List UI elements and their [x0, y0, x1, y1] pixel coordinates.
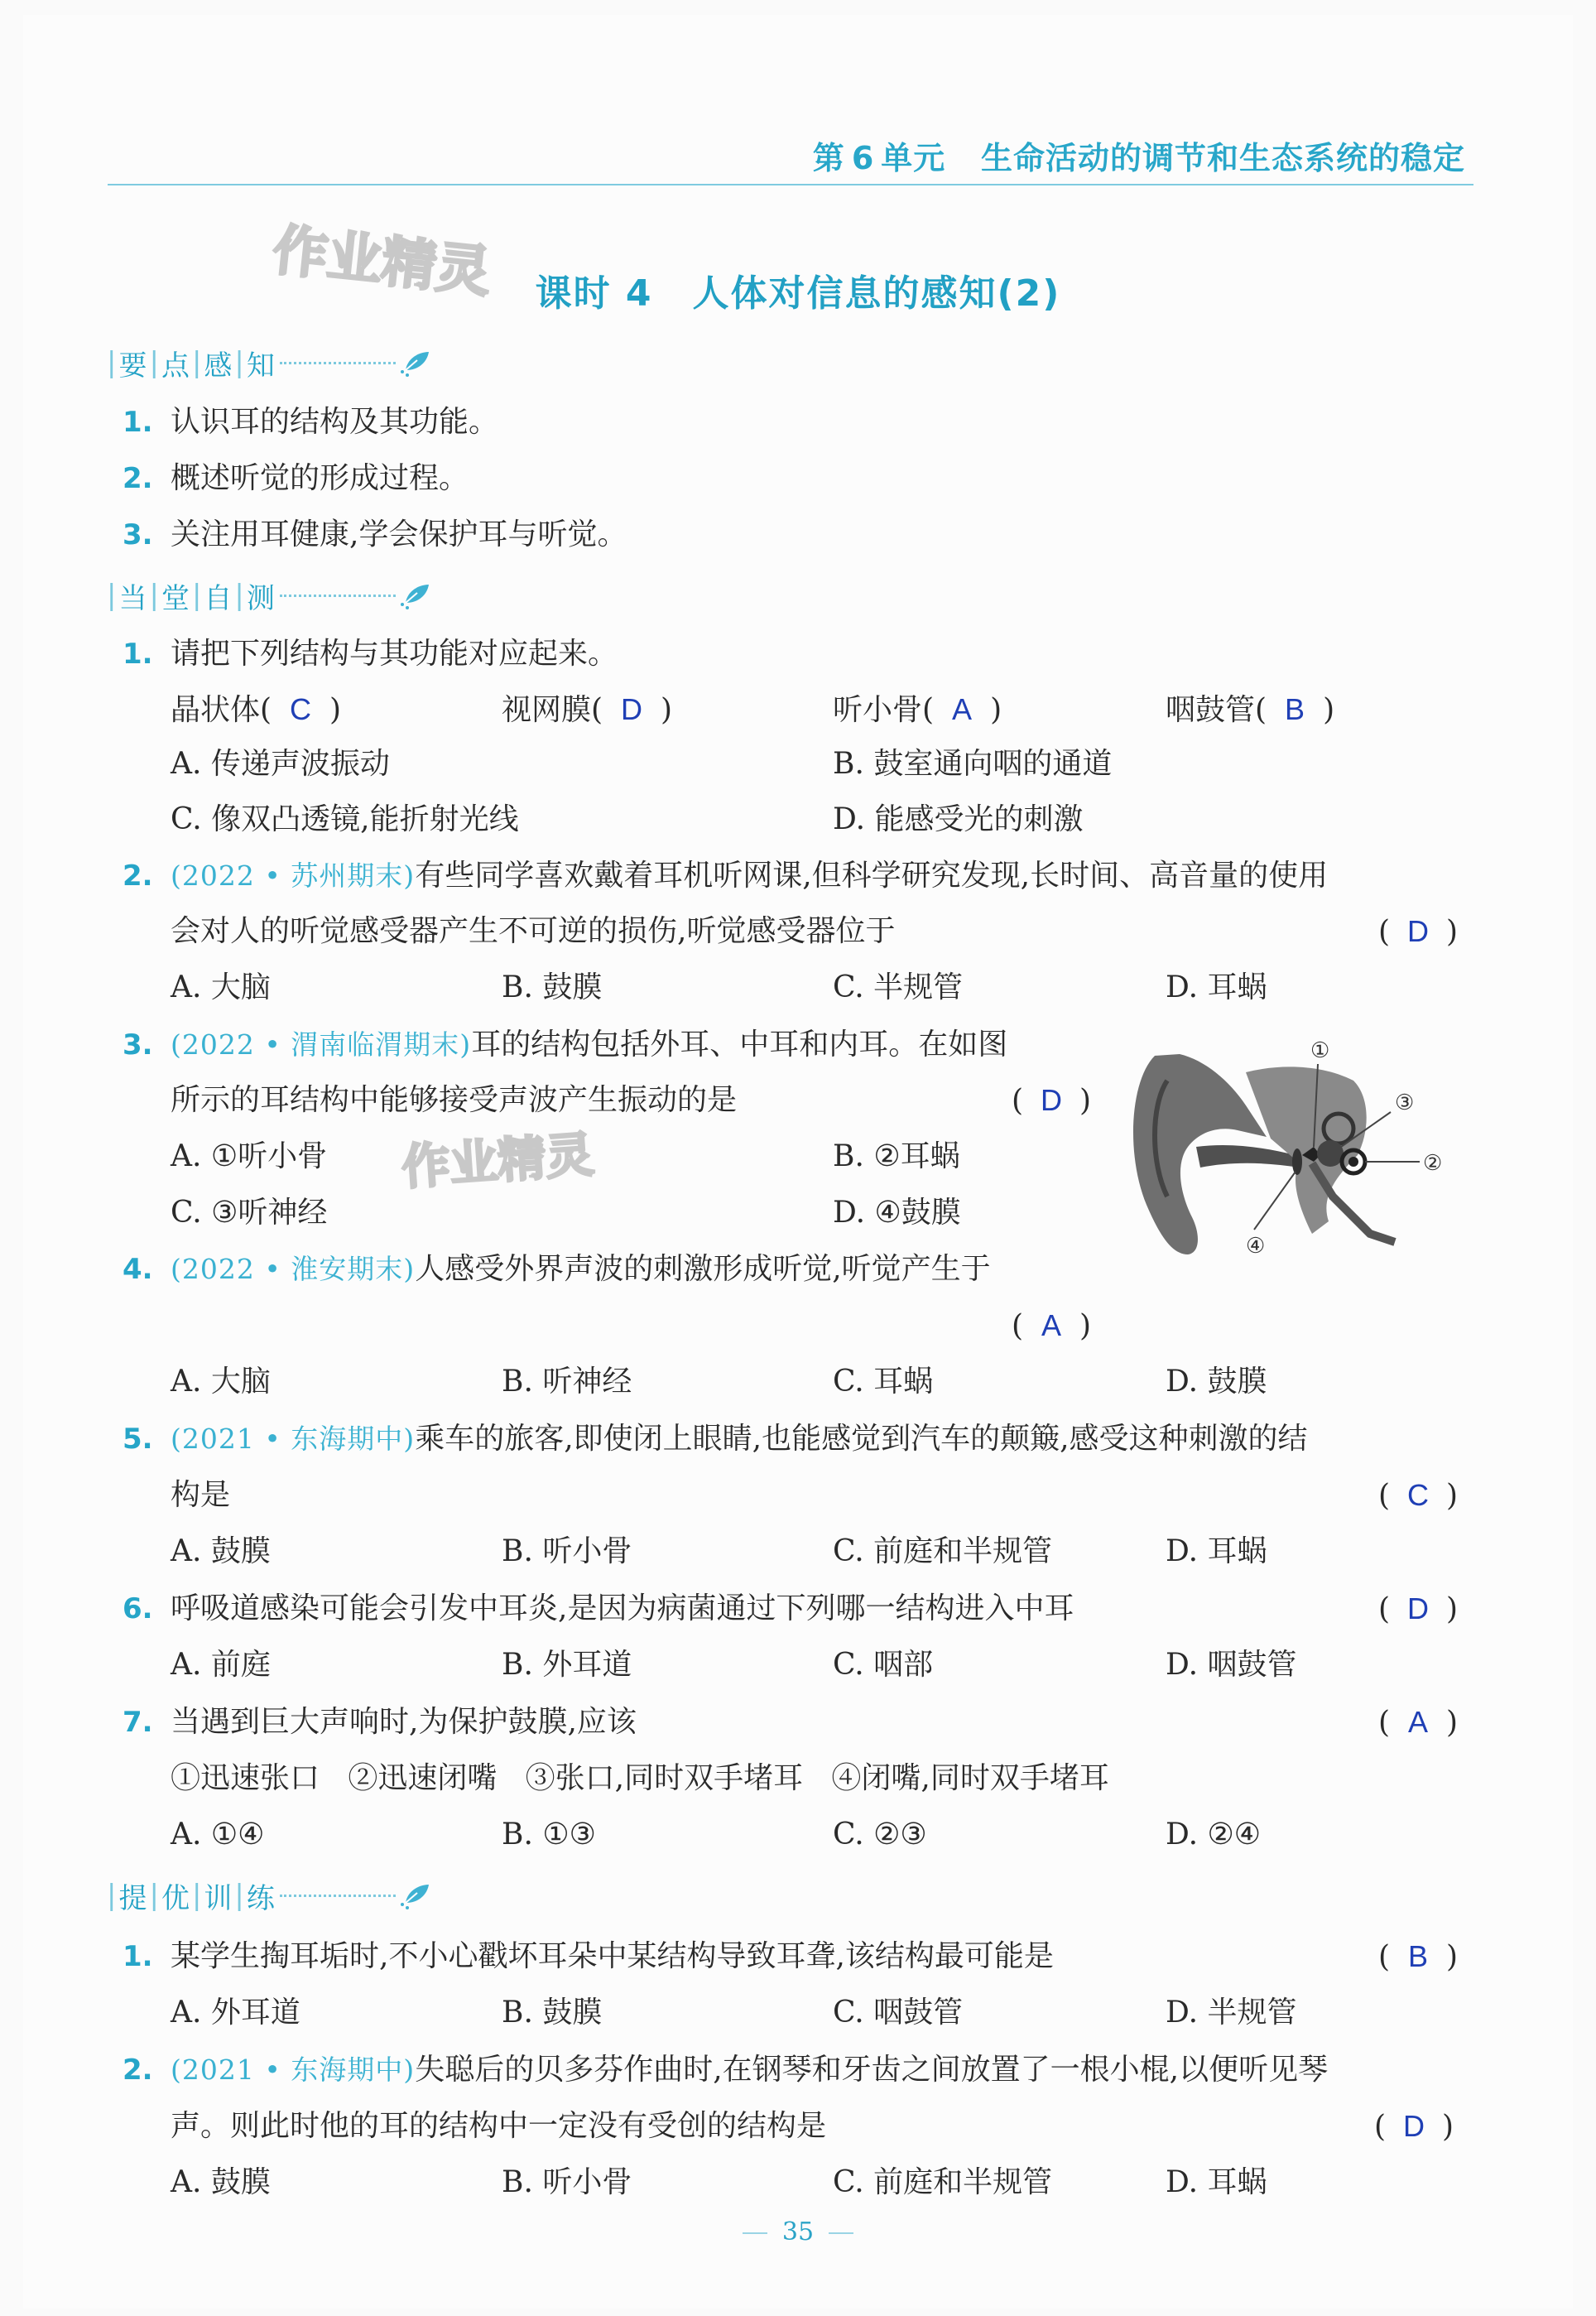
option-a[interactable]: A. 前庭: [171, 1648, 271, 1682]
option-d[interactable]: D. ④鼓膜: [833, 1196, 961, 1230]
key-point-text: 关注用耳健康,学会保护耳与听觉。: [171, 518, 627, 551]
paren: ): [1079, 1084, 1092, 1118]
answer-box: [1378, 1588, 1458, 1630]
option-b[interactable]: B. 听小骨: [502, 1534, 632, 1568]
option-a[interactable]: A. 大脑: [171, 1365, 271, 1399]
section-improve: | 提 | 优 | 训 | 练: [104, 1875, 432, 1916]
option-d[interactable]: D. 半规管: [1166, 1996, 1297, 2030]
question-line: [171, 1024, 1007, 1066]
question-text: 会对人的听觉感受器产生不可逆的损伤,听觉感受器位于: [171, 914, 896, 948]
section-char: 知: [246, 349, 275, 383]
question-number: 2.: [123, 2054, 153, 2087]
answer: D: [1403, 2109, 1425, 2143]
paren: ): [1446, 1479, 1459, 1513]
option-b[interactable]: B. ①③: [502, 1818, 596, 1851]
watermark-logo: 作业精灵: [270, 218, 494, 305]
option-a[interactable]: A. 外耳道: [171, 1996, 300, 2030]
question-number: 1.: [123, 638, 153, 671]
answer: C: [1407, 1478, 1430, 1512]
option-b[interactable]: B. 听神经: [502, 1365, 632, 1399]
option-c[interactable]: C. 前庭和半规管: [833, 2165, 1053, 2199]
question-source: (2022 • 淮安期末): [171, 1253, 416, 1285]
answer: B: [1408, 1939, 1429, 1973]
section-key-points: | 要 | 点 | 感 | 知: [104, 342, 432, 383]
key-point-text: 概述听觉的形成过程。: [171, 461, 469, 495]
option-c[interactable]: C. 前庭和半规管: [833, 1534, 1053, 1568]
watermark-logo: 作业精灵: [400, 1125, 596, 1196]
figure-label-2: ②: [1423, 1151, 1443, 1176]
question-number: 4.: [123, 1253, 153, 1286]
match-item: [1166, 689, 1334, 731]
question-text: 人感受外界声波的刺激形成听觉,听觉产生于: [415, 1252, 991, 1286]
match-item: [171, 689, 341, 731]
unit-title: 生命活动的调节和生态系统的稳定: [980, 140, 1465, 176]
match-label: 听小骨(: [833, 693, 935, 727]
question-number: 7.: [123, 1706, 153, 1739]
section-char: 堂: [161, 581, 190, 615]
leaf-icon: [399, 1881, 432, 1909]
option-d[interactable]: D. ②④: [1166, 1818, 1262, 1851]
question-number: 2.: [123, 859, 153, 893]
answer: C: [290, 692, 312, 726]
answer: A: [1408, 1705, 1429, 1739]
section-char: 要: [118, 349, 147, 383]
answer-box: [1378, 1936, 1458, 1978]
paren: ): [329, 693, 342, 727]
question-text: 乘车的旅客,即使闭上眼睛,也能感觉到汽车的颠簸,感受这种刺激的结: [415, 1422, 1308, 1456]
item-number: 1.: [123, 406, 153, 439]
option-c[interactable]: C. ②③: [833, 1818, 927, 1851]
option-a[interactable]: A. 传递声波振动: [171, 747, 390, 781]
answer-box: [1378, 911, 1458, 953]
answer: D: [1041, 1083, 1063, 1117]
paren: (: [1378, 1706, 1391, 1740]
question-line: [171, 2049, 1328, 2091]
question-number: 5.: [123, 1423, 153, 1456]
paren: ): [1323, 693, 1335, 727]
paren: ): [1079, 1309, 1092, 1343]
match-item: [502, 689, 672, 731]
paren: ): [1446, 1592, 1459, 1626]
question-text: 失聪后的贝多芬作曲时,在钢琴和牙齿之间放置了一根小棍,以便听见琴: [415, 2053, 1329, 2087]
option-b[interactable]: B. 鼓膜: [502, 1996, 603, 2030]
section-char: 练: [246, 1881, 275, 1915]
answer: D: [1407, 1591, 1430, 1625]
match-label: 咽鼓管(: [1166, 693, 1267, 727]
figure-label-3: ③: [1395, 1091, 1415, 1115]
paren: (: [1012, 1309, 1024, 1343]
option-b[interactable]: B. ②耳蜗: [833, 1139, 960, 1173]
option-c[interactable]: C. 咽部: [833, 1648, 934, 1682]
section-char: 优: [161, 1881, 190, 1915]
option-c[interactable]: C. 耳蜗: [833, 1365, 934, 1399]
question-text: 当遇到巨大声响时,为保护鼓膜,应该: [171, 1705, 637, 1739]
page-number: [0, 2217, 1596, 2246]
page-number-value: 35: [781, 2217, 815, 2246]
item-number: 2.: [123, 462, 153, 495]
section-char: 测: [246, 581, 275, 615]
leaf-icon: [399, 581, 432, 609]
page-number-dash: [743, 2232, 767, 2234]
question-text: 声。则此时他的耳的结构中一定没有受创的结构是: [171, 2109, 827, 2143]
paren: (: [1378, 1479, 1391, 1513]
answer-box: [1378, 1702, 1458, 1744]
figure-label-1: ①: [1310, 1038, 1330, 1063]
section-dotted-line: [280, 362, 396, 364]
unit-suffix: 单元: [881, 140, 946, 176]
answer: A: [952, 692, 973, 726]
question-source: (2022 • 苏州期末): [171, 859, 416, 892]
option-d[interactable]: D. 耳蜗: [1166, 970, 1267, 1004]
option-a[interactable]: A. ①④: [171, 1818, 265, 1851]
match-label: 晶状体(: [171, 693, 272, 727]
option-c[interactable]: C. 像双凸透镜,能折射光线: [171, 802, 519, 836]
question-number: 3.: [123, 1028, 153, 1062]
question-stem: 请把下列结构与其功能对应起来。: [171, 637, 618, 671]
option-a[interactable]: A. 鼓膜: [171, 2165, 271, 2199]
question-text: 某学生掏耳垢时,不小心戳坏耳朵中某结构导致耳聋,该结构最可能是: [171, 1939, 1054, 1973]
option-d[interactable]: D. 能感受光的刺激: [833, 802, 1084, 836]
question-source: (2021 • 东海期中): [171, 2054, 416, 2086]
section-dotted-line: [280, 1895, 396, 1897]
item-number: 3.: [123, 518, 153, 551]
answer: A: [1041, 1308, 1062, 1342]
question-choices: ①迅速张口 ②迅速闭嘴 ③张口,同时双手堵耳 ④闭嘴,同时双手堵耳: [171, 1761, 1109, 1795]
option-b[interactable]: B. 鼓膜: [502, 970, 603, 1004]
paren: ): [1446, 1940, 1459, 1974]
page-number-dash: [829, 2232, 853, 2234]
unit-header: [813, 132, 1465, 178]
option-d[interactable]: D. 鼓膜: [1166, 1365, 1267, 1399]
question-text: 耳的结构包括外耳、中耳和内耳。在如图: [471, 1028, 1008, 1062]
section-char: 训: [204, 1881, 233, 1915]
option-b[interactable]: B. 鼓室通向咽的通道: [833, 747, 1113, 781]
eardrum-shape: [1292, 1148, 1302, 1175]
paren: ): [990, 693, 1002, 727]
pointer-4: [1254, 1172, 1296, 1230]
option-a[interactable]: A. ①听小骨: [171, 1139, 328, 1173]
section-char: 点: [161, 349, 190, 383]
lesson-title: [0, 263, 1596, 316]
answer: D: [1407, 914, 1430, 948]
unit-number: 6: [851, 140, 875, 176]
option-c[interactable]: C. 咽鼓管: [833, 1996, 964, 2030]
answer: B: [1285, 692, 1305, 726]
question-line: [171, 1418, 1308, 1460]
answer-box: [1012, 1305, 1091, 1347]
section-char: 自: [204, 581, 233, 615]
question-source: (2021 • 东海期中): [171, 1423, 416, 1455]
section-self-test: | 当 | 堂 | 自 | 测: [104, 575, 432, 616]
paren: (: [1012, 1084, 1024, 1118]
paren: ): [1442, 2110, 1454, 2144]
option-d[interactable]: D. 耳蜗: [1166, 1534, 1267, 1568]
question-text: 呼吸道感染可能会引发中耳炎,是因为病菌通过下列哪一结构进入中耳: [171, 1591, 1074, 1625]
option-c[interactable]: C. 半规管: [833, 970, 964, 1004]
option-a[interactable]: A. 大脑: [171, 970, 271, 1004]
question-text: 构是: [171, 1478, 231, 1512]
key-point-text: 认识耳的结构及其功能。: [171, 405, 499, 439]
option-b[interactable]: B. 听小骨: [502, 2165, 632, 2199]
question-source: (2022 • 渭南临渭期末): [171, 1028, 472, 1061]
section-char: 当: [118, 581, 147, 615]
option-d[interactable]: D. 咽鼓管: [1166, 1648, 1297, 1682]
answer-box: [1378, 1475, 1458, 1517]
paren: (: [1378, 1940, 1391, 1974]
figure-label-4: ④: [1246, 1234, 1266, 1259]
match-label: 视网膜(: [502, 693, 603, 727]
lesson-name: 人体对信息的感知(2): [692, 272, 1061, 315]
match-item: [833, 689, 1002, 731]
section-dotted-line: [280, 595, 396, 597]
answer-box: [1374, 2106, 1454, 2148]
paren: (: [1378, 1592, 1391, 1626]
paren: ): [1446, 915, 1459, 949]
option-b[interactable]: B. 外耳道: [502, 1648, 632, 1682]
header-divider: [108, 184, 1473, 185]
unit-prefix: 第: [812, 140, 845, 176]
question-text: 所示的耳结构中能够接受声波产生振动的是: [171, 1083, 738, 1117]
question-line: [171, 855, 1328, 897]
vestibule-shape: [1317, 1140, 1344, 1167]
paren: ): [1446, 1706, 1459, 1740]
section-char: 感: [204, 349, 233, 383]
question-line: [171, 1249, 991, 1290]
leaf-icon: [399, 349, 432, 377]
answer-box: [1012, 1080, 1091, 1122]
paren: (: [1374, 2110, 1387, 2144]
paren: (: [1378, 915, 1391, 949]
ear-structure-figure: [1122, 1031, 1486, 1263]
lesson-number: 课时 4: [535, 272, 653, 315]
cochlea-center: [1348, 1157, 1358, 1167]
option-d[interactable]: D. 耳蜗: [1166, 2165, 1267, 2199]
answer: D: [621, 692, 643, 726]
option-c[interactable]: C. ③听神经: [171, 1196, 328, 1230]
section-char: 提: [118, 1881, 147, 1915]
option-a[interactable]: A. 鼓膜: [171, 1534, 271, 1568]
question-number: 1.: [123, 1940, 153, 1973]
paren: ): [661, 693, 673, 727]
question-text: 有些同学喜欢戴着耳机听网课,但科学研究发现,长时间、高音量的使用: [415, 859, 1329, 893]
question-number: 6.: [123, 1592, 153, 1625]
